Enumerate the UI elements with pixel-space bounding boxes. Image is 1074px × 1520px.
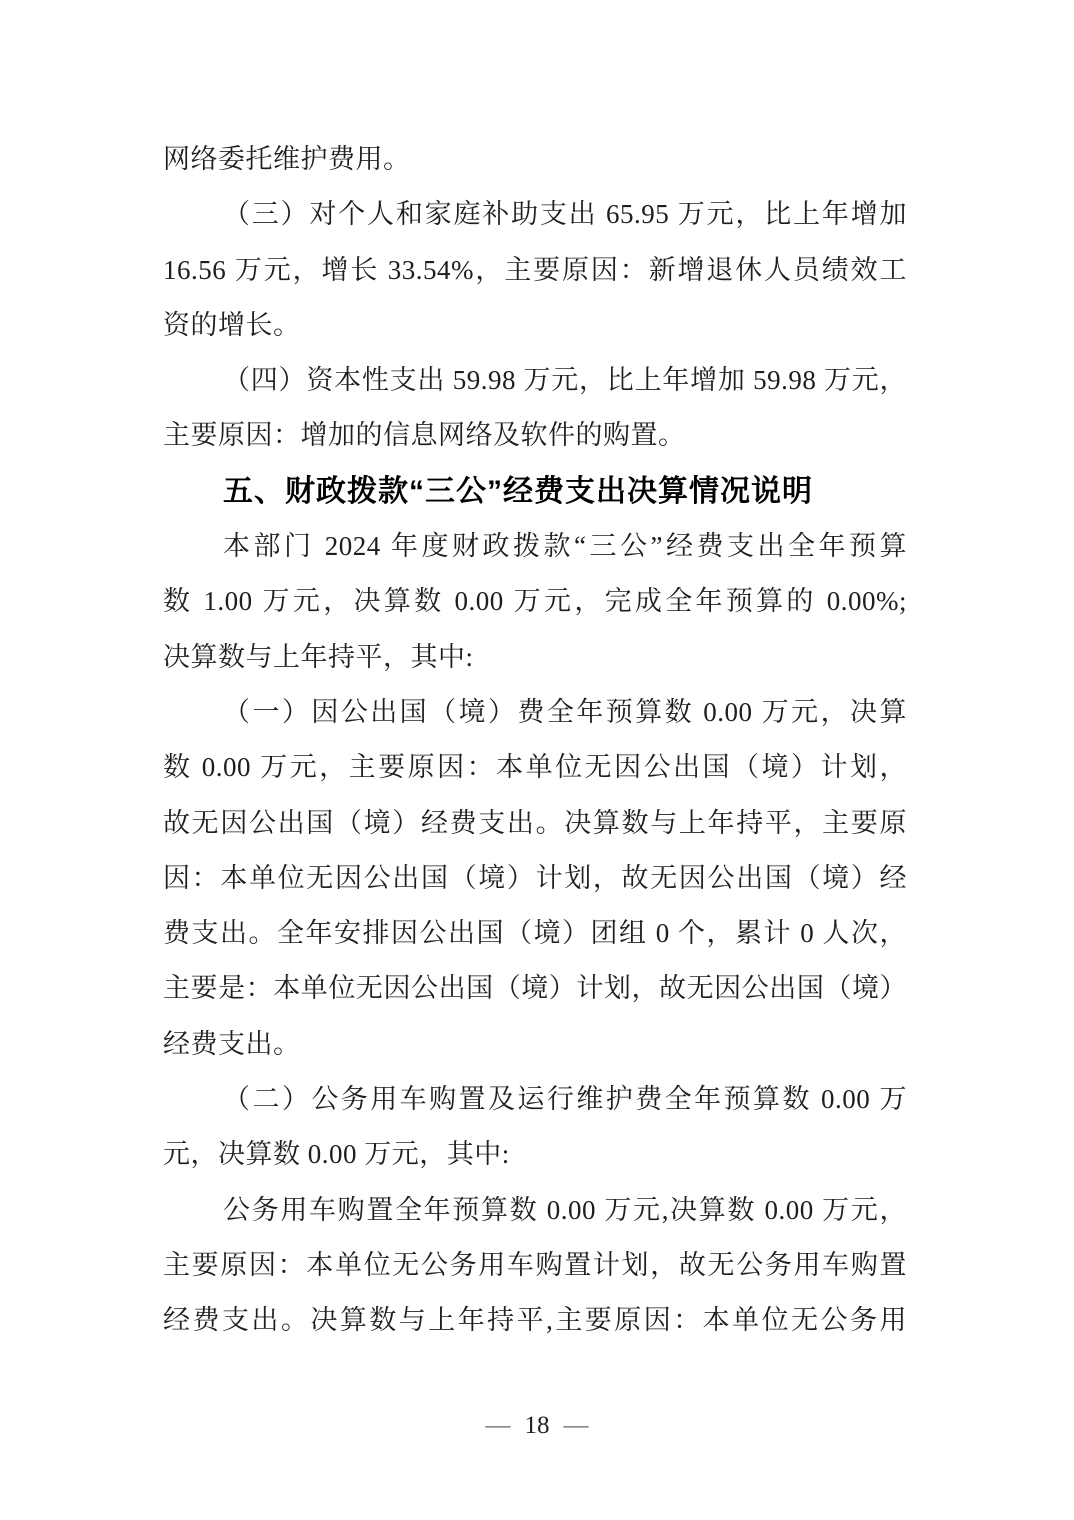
body-line: 故无因公出国（境）经费支出。决算数与上年持平，主要原 (163, 807, 907, 838)
body-line: （二）公务用车购置及运行维护费全年预算数 0.00 万 (223, 1084, 907, 1115)
footer-dash-right: — (563, 1412, 589, 1439)
body-line: 16.56 万元，增长 33.54%，主要原因：新增退休人员绩效工 (163, 254, 907, 285)
page-number: 18 (524, 1412, 550, 1439)
body-line: （一）因公出国（境）费全年预算数 0.00 万元，决算 (223, 696, 907, 727)
page-footer (0, 1400, 1074, 1452)
body-line: （三）对个人和家庭补助支出 65.95 万元，比上年增加 (223, 199, 907, 230)
body-line: 因：本单位无因公出国（境）计划，故无因公出国（境）经 (163, 862, 907, 893)
body-line: 数 1.00 万元，决算数 0.00 万元，完成全年预算的 0.00%; (163, 586, 907, 617)
body-line: （四）资本性支出 59.98 万元，比上年增加 59.98 万元， (223, 365, 907, 396)
body-line: 决算数与上年持平，其中: (163, 641, 474, 672)
footer-dash-left: — (485, 1412, 511, 1439)
body-line: 资的增长。 (163, 309, 301, 340)
body-line: 经费支出。决算数与上年持平,主要原因：本单位无公务用 (163, 1305, 907, 1336)
body-line: 网络委托维护费用。 (163, 144, 411, 174)
body-line: 主要原因：本单位无公务用车购置计划，故无公务用车购置 (163, 1249, 907, 1280)
body-line: 公务用车购置全年预算数 0.00 万元,决算数 0.00 万元， (223, 1194, 907, 1225)
body-line: 本部门 2024 年度财政拨款“三公”经费支出全年预算 (223, 531, 907, 562)
section-heading: 五、财政拨款“三公”经费支出决算情况说明 (223, 474, 813, 508)
body-line: 元，决算数 0.00 万元，其中: (163, 1139, 510, 1170)
body-line: 费支出。全年安排因公出国（境）团组 0 个，累计 0 人次， (163, 918, 907, 949)
body-line: 主要是：本单位无因公出国（境）计划，故无因公出国（境） (163, 973, 907, 1004)
body-line: 主要原因：增加的信息网络及软件的购置。 (163, 420, 686, 451)
body-line: 经费支出。 (163, 1028, 301, 1059)
body-line: 数 0.00 万元，主要原因：本单位无因公出国（境）计划， (163, 752, 907, 783)
text-block (163, 132, 907, 1349)
